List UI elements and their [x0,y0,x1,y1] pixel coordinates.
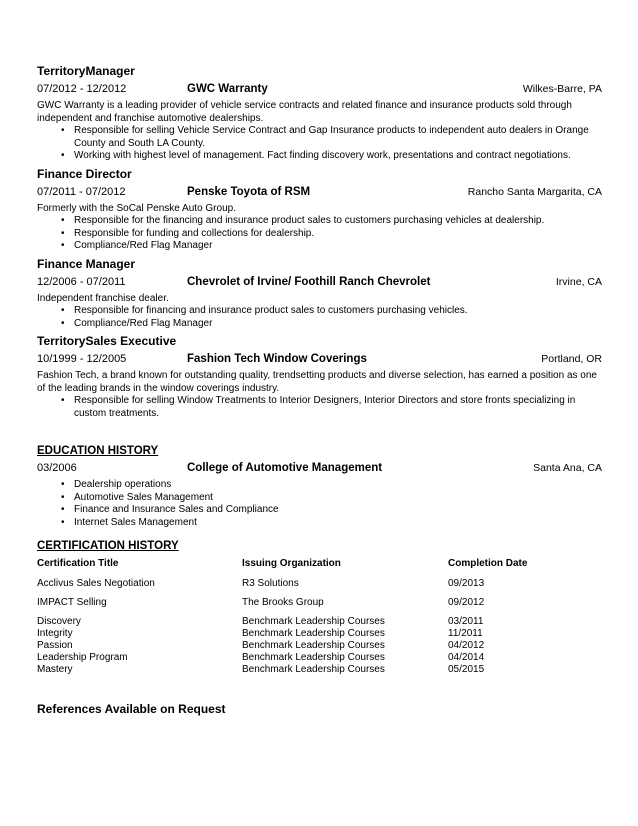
job-description: Independent franchise dealer. [37,292,169,304]
list-item: • Compliance/Red Flag Manager [37,318,602,331]
job-bullets [37,215,602,253]
list-item: • Responsible for selling Window Treatments to Interior Designers, Interior Directors and store fronts specializing in custom treatments. [37,395,602,420]
job-dates: 12/2006 - 07/2011 [37,275,126,288]
table-cell: Benchmark Leadership Courses [242,640,385,651]
table-row [37,640,602,652]
resume-page [37,64,602,717]
column-header: Certification Title [37,558,119,569]
job-title: Finance Director [37,166,132,181]
table-cell: Discovery [37,616,81,627]
table-cell: Acclivus Sales Negotiation [37,578,155,589]
table-cell: 09/2013 [448,578,485,589]
table-header-row [37,558,602,578]
list-item: • Working with highest level of management. Fact finding discovery work, presentations and contract negotiations. [37,150,602,163]
list-item: • Responsible for the financing and insurance product sales to customers purchasing vehicles at dealership. [37,215,602,228]
job-bullets [37,305,602,330]
list-item: • Responsible for funding and collections for dealership. [37,228,602,241]
job-title: TerritorySales Executive [37,334,177,348]
list-item: • Responsible for financing and insurance product sales to customers purchasing vehicles. [37,305,602,318]
job-company: Fashion Tech Window Coverings [187,353,367,365]
job-entry [37,64,602,163]
job-header-line [37,275,602,289]
table-row [37,578,602,597]
job-header-line [37,82,602,96]
column-header: Completion Date [448,558,528,569]
table-row [37,628,602,640]
job-description: Formerly with the SoCal Penske Auto Group. [37,202,236,214]
table-row [37,664,602,676]
job-location: Rancho Santa Margarita, CA [467,185,602,198]
list-item: • Automotive Sales Management [37,492,602,505]
job-dates: 07/2011 - 07/2012 [37,185,126,198]
job-company: Penske Toyota of RSM [187,185,311,198]
table-cell: 04/2014 [448,652,485,663]
list-item: • Finance and Insurance Sales and Compliance [37,504,602,517]
table-cell: The Brooks Group [242,597,324,608]
job-entry [37,257,602,331]
certification-heading: CERTIFICATION HISTORY [37,540,179,552]
job-header-line [37,185,602,199]
table-cell: Benchmark Leadership Courses [242,616,385,627]
column-header: Issuing Organization [242,558,341,569]
job-title: Finance Manager [37,256,136,271]
table-cell: Benchmark Leadership Courses [242,652,385,663]
education-heading: EDUCATION HISTORY [37,445,159,457]
job-title: TerritoryManager [37,64,135,78]
table-cell: IMPACT Selling [37,597,107,608]
references-note: References Available on Request [37,702,226,716]
job-description: GWC Warranty is a leading provider of vehicle service contracts and related finance and insurance products sold through independent and franchise automotive dealerships. [37,100,572,124]
job-location: Irvine, CA [555,275,602,288]
list-item: • Compliance/Red Flag Manager [37,240,602,253]
table-cell: Leadership Program [37,652,128,663]
job-description: Fashion Tech, a brand known for outstanding quality, trendsetting products and diverse selection, has earned a position as one of the leading brands in the window coverings industry. [37,370,597,394]
education-school: College of Automotive Management [187,462,383,474]
job-bullets [37,125,602,163]
job-dates: 07/2012 - 12/2012 [37,83,127,95]
table-cell: Benchmark Leadership Courses [242,664,385,675]
education-dates: 03/2006 [37,462,77,474]
table-cell: 05/2015 [448,664,485,675]
list-item: • Internet Sales Management [37,517,602,530]
table-cell: Passion [37,640,73,651]
list-item: • Responsible for selling Vehicle Service Contract and Gap Insurance products to independent auto dealers in Orange County and South LA County. [37,125,602,150]
job-entry [37,334,602,420]
table-row [37,597,602,616]
job-dates: 10/1999 - 12/2005 [37,353,127,365]
certification-table [37,558,602,676]
education-line [37,461,602,475]
education-location: Santa Ana, CA [533,462,602,474]
job-company: Chevrolet of Irvine/ Foothill Ranch Chevrolet [187,275,431,288]
table-cell: Integrity [37,628,73,639]
job-company: GWC Warranty [187,83,268,95]
list-item: • Dealership operations [37,479,602,492]
table-cell: 11/2011 [448,628,483,639]
job-entry [37,167,602,253]
table-cell: 03/2011 [448,616,484,627]
table-cell: 09/2012 [448,597,485,608]
job-location: Portland, OR [541,353,602,365]
table-cell: R3 Solutions [242,578,299,589]
job-bullets [37,395,602,420]
table-cell: Mastery [37,664,73,675]
education-bullets [37,479,602,529]
job-location: Wilkes-Barre, PA [522,83,602,95]
table-cell: Benchmark Leadership Courses [242,628,385,639]
table-row [37,616,602,628]
table-cell: 04/2012 [448,640,485,651]
job-header-line [37,352,602,366]
table-row [37,652,602,664]
